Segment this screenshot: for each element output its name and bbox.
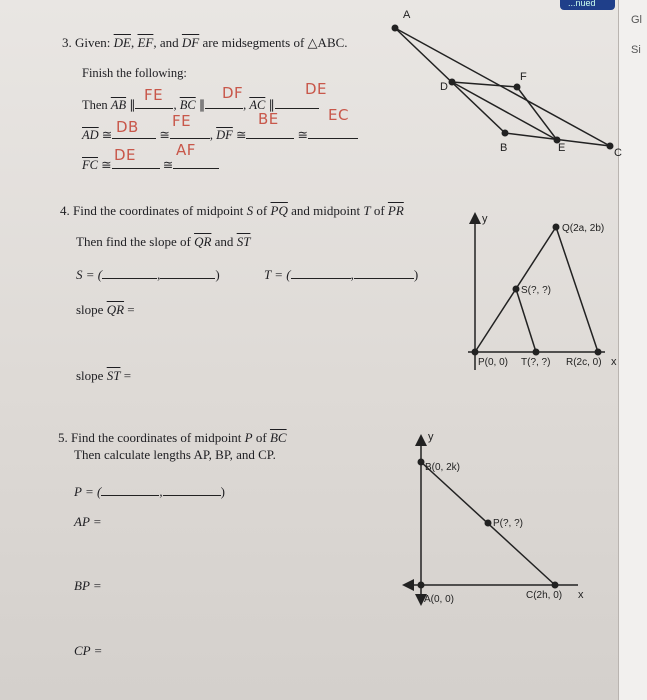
point-a [392, 25, 399, 32]
label-e: E [558, 142, 566, 154]
point-c [552, 582, 559, 589]
q3-seg-ef: $\overline{EF}$ [137, 35, 154, 50]
label-p: P(?, ?) [493, 518, 524, 529]
handwritten-answer-ad2: FE [172, 112, 192, 130]
q4-of: of [373, 203, 385, 218]
q3-given: Given: [75, 35, 111, 50]
q3-triangle-diagram [392, 9, 623, 159]
parallel-symbol: ∥ [268, 98, 275, 112]
q4-qr: $\overline{QR}$ [106, 302, 125, 317]
label-s: S(?, ?) [521, 285, 552, 296]
q3-number: 3. [62, 35, 72, 50]
q3-comma: , [173, 98, 177, 112]
q4-t-answer [264, 266, 418, 283]
handwritten-answer-ad1: DB [116, 118, 139, 136]
label-a: A [403, 9, 411, 21]
handwritten-answer-df1: BE [258, 110, 279, 128]
q4-prompt-start: Find the coordinates of midpoint [73, 203, 244, 218]
point-p [485, 520, 492, 527]
answer-blank-t-y[interactable] [354, 266, 414, 279]
point-r [595, 349, 602, 356]
q4-st: $\overline{ST}$ [106, 368, 121, 383]
q4-equals: = [127, 302, 135, 317]
q5-prompt-start: Find the coordinates of midpoint [71, 430, 242, 445]
q5-ap: AP = [74, 514, 102, 529]
point-b [502, 130, 509, 137]
q3-given-line [62, 35, 348, 51]
label-p: P(0, 0) [478, 357, 509, 368]
q4-pq: $\overline{PQ}$ [270, 203, 288, 218]
q4-close-paren: ) [413, 267, 419, 282]
q3-parallel-line [82, 96, 319, 113]
q4-then-slope: Then find the slope of [76, 234, 191, 249]
point-f [514, 84, 521, 91]
q4-and: and [214, 234, 234, 249]
q4-prompt-line-1 [60, 203, 404, 219]
q3-comma: , [209, 128, 214, 142]
q5-close-paren: ) [220, 484, 225, 499]
point-b [418, 459, 425, 466]
q3-and: and [159, 35, 179, 50]
q5-coordinate-graph [408, 431, 584, 605]
q4-comma: , [157, 267, 161, 282]
handwritten-answer-fc1: DE [114, 146, 137, 164]
answer-blank-s-y[interactable] [160, 266, 215, 279]
q3-comma: , [243, 98, 247, 112]
point-s [513, 286, 520, 293]
edge-text-2: Si [631, 44, 641, 56]
segment-st [516, 289, 536, 352]
label-d: D [440, 81, 448, 93]
q5-comma: , [159, 484, 163, 499]
q5-of: of [255, 430, 267, 445]
q5-p-eq: P = ( [74, 484, 102, 499]
answer-blank-t-x[interactable] [291, 266, 351, 279]
q5-p: P [244, 430, 253, 445]
congruent-symbol: ≅ [101, 128, 113, 142]
q4-slope-word: slope [76, 368, 104, 383]
q5-x-label: x [578, 589, 584, 601]
congruent-symbol: ≅ [235, 128, 247, 142]
point-t [533, 349, 540, 356]
q4-t: T [363, 203, 371, 218]
side-ac [395, 28, 610, 146]
q3-congruent-line-2 [82, 156, 219, 173]
answer-blank-df2[interactable] [308, 126, 358, 139]
handwritten-answer-fc2: AF [176, 141, 196, 159]
congruent-symbol: ≅ [162, 158, 174, 172]
side-qr [556, 227, 598, 352]
answer-blank-p-x[interactable] [101, 483, 159, 496]
handwritten-answer-df2: EC [328, 106, 349, 124]
label-b: B [500, 142, 508, 154]
q4-equals: = [123, 368, 132, 383]
midsegment-df [452, 82, 517, 87]
q4-close-paren: ) [215, 267, 220, 282]
label-q: Q(2a, 2b) [562, 223, 605, 234]
label-c: C(2h, 0) [526, 590, 563, 601]
parallel-symbol: ∥ [129, 98, 136, 112]
q3-bc: $\overline{BC}$ [179, 98, 196, 112]
q4-slope-word: slope [76, 302, 104, 317]
point-c [607, 143, 614, 150]
label-a: A(0, 0) [424, 594, 455, 605]
q4-x-label: x [611, 356, 617, 368]
q4-prompt-line-2 [76, 234, 250, 250]
q5-prompt-line-1 [58, 430, 287, 446]
congruent-symbol: ≅ [159, 128, 170, 142]
q4-s: S [246, 203, 254, 218]
parallel-symbol: ∥ [198, 98, 206, 112]
q5-y-label: y [428, 431, 434, 443]
point-d [449, 79, 456, 86]
q5-bp: BP = [74, 578, 102, 593]
q3-given-tail: are midsegments of △ABC. [202, 35, 348, 50]
q4-s-eq: S = ( [76, 267, 103, 282]
answer-blank-p-y[interactable] [163, 483, 221, 496]
handwritten-answer-bc: DF [222, 84, 244, 102]
q3-seg-df: $\overline{DF}$ [181, 35, 200, 50]
label-t: T(?, ?) [521, 357, 551, 368]
q5-p-answer [74, 483, 225, 500]
point-p [472, 349, 479, 356]
q4-coordinate-graph [468, 213, 617, 370]
q4-t-eq: T = ( [264, 267, 291, 282]
q5-number: 5. [58, 430, 68, 445]
q4-and-midpoint: and midpoint [291, 203, 361, 218]
label-f: F [520, 71, 527, 83]
point-q [553, 224, 560, 231]
handwritten-answer-ab: FE [144, 86, 164, 104]
edge-text-1: Gl [631, 14, 642, 26]
label-b: B(0, 2k) [425, 462, 461, 473]
answer-blank-s-x[interactable] [102, 266, 157, 279]
continued-tab-text: ...nued [568, 0, 596, 8]
q3-ad: $\overline{AD}$ [82, 128, 99, 142]
q4-y-label: y [482, 213, 488, 225]
q3-then: Then [82, 98, 108, 112]
q4-of: of [256, 203, 268, 218]
q3-df: $\overline{DF}$ [216, 128, 233, 142]
q4-number: 4. [60, 203, 70, 218]
q3-seg-de: $\overline{DE}$ [113, 35, 131, 50]
q5-cp: CP = [74, 643, 103, 658]
q4-slope-qr [76, 302, 135, 318]
label-r: R(2c, 0) [566, 357, 602, 368]
q3-finish: Finish the following: [82, 66, 187, 80]
q3-ac: $\overline{AC}$ [249, 98, 266, 112]
q5-bc: $\overline{BC}$ [269, 430, 287, 445]
q3-comma: , [153, 35, 157, 50]
q5-prompt-line-2: Then calculate lengths AP, BP, and CP. [74, 447, 276, 462]
point-a [418, 582, 425, 589]
congruent-symbol: ≅ [101, 158, 112, 172]
handwritten-answer-ac: DE [305, 80, 328, 98]
q3-fc: $\overline{FC}$ [82, 158, 98, 172]
q4-slope-st [76, 368, 131, 384]
q4-comma: , [350, 267, 354, 282]
q4-s-answer [76, 266, 220, 283]
q3-ab: $\overline{AB}$ [110, 98, 127, 112]
label-c: C [614, 147, 622, 159]
congruent-symbol: ≅ [297, 128, 309, 142]
q4-qr: $\overline{QR}$ [194, 234, 212, 249]
q3-comma: , [130, 35, 135, 50]
q4-pr: $\overline{PR}$ [387, 203, 404, 218]
q4-st: $\overline{ST}$ [236, 234, 251, 249]
